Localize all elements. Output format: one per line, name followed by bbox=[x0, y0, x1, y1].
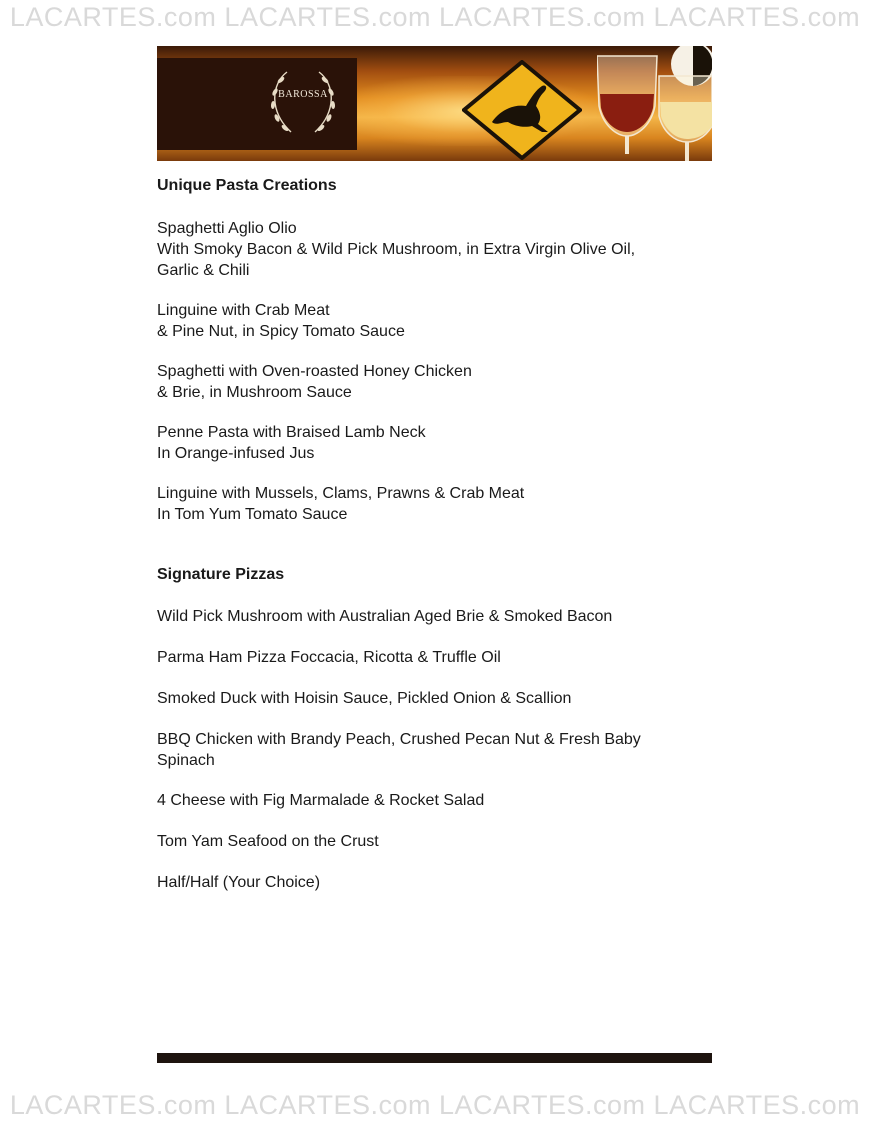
pizza-item bbox=[157, 606, 612, 627]
pizza-item-name-continued: Spinach bbox=[157, 752, 215, 769]
pizza-item bbox=[157, 790, 484, 811]
pizza-item-name: Wild Pick Mushroom with Australian Aged Brie & Smoked Bacon bbox=[157, 608, 613, 625]
pasta-item bbox=[157, 218, 635, 281]
pasta-item-name: Spaghetti with Oven-roasted Honey Chicken bbox=[157, 363, 472, 380]
pizza-item bbox=[157, 647, 501, 668]
pasta-item-name: Linguine with Crab Meat bbox=[157, 302, 330, 319]
pasta-item bbox=[157, 361, 472, 403]
kangaroo-road-sign-icon bbox=[462, 60, 582, 160]
pasta-item bbox=[157, 422, 426, 464]
laurel-wreath-icon bbox=[257, 60, 349, 142]
pasta-item-name: Spaghetti Aglio Olio bbox=[157, 220, 297, 237]
pasta-item-description: & Brie, in Mushroom Sauce bbox=[157, 384, 352, 401]
pizza-item bbox=[157, 688, 571, 709]
pasta-item bbox=[157, 483, 524, 525]
pasta-item-name: Linguine with Mussels, Clams, Prawns & Crab Meat bbox=[157, 485, 525, 502]
pizza-item bbox=[157, 831, 379, 852]
pizza-item bbox=[157, 729, 641, 771]
pizza-item-name: BBQ Chicken with Brandy Peach, Crushed Pecan Nut & Fresh Baby bbox=[157, 731, 641, 748]
footer-divider bbox=[157, 1053, 712, 1063]
watermark-top: LACARTES.com LACARTES.com LACARTES.com LACARTES.com bbox=[9, 2, 861, 32]
pasta-item-description: Garlic & Chili bbox=[157, 262, 250, 279]
pizza-section-heading: Signature Pizzas bbox=[157, 566, 285, 583]
pasta-item bbox=[157, 300, 405, 342]
pizza-item-name: 4 Cheese with Fig Marmalade & Rocket Salad bbox=[157, 792, 485, 809]
pizza-item-name: Smoked Duck with Hoisin Sauce, Pickled Onion & Scallion bbox=[157, 690, 572, 707]
pasta-item-description: With Smoky Bacon & Wild Pick Mushroom, in Extra Virgin Olive Oil, bbox=[157, 241, 636, 258]
pizza-item bbox=[157, 872, 320, 893]
wine-glasses-icon bbox=[597, 46, 712, 161]
pizza-item-name: Parma Ham Pizza Foccacia, Ricotta & Truffle Oil bbox=[157, 649, 501, 666]
pasta-item-description: In Tom Yum Tomato Sauce bbox=[157, 506, 348, 523]
pizza-item-name: Tom Yam Seafood on the Crust bbox=[157, 833, 379, 850]
logo-wordmark: BAROSSA bbox=[278, 89, 328, 100]
pasta-section-heading: Unique Pasta Creations bbox=[157, 177, 337, 194]
pasta-item-description: & Pine Nut, in Spicy Tomato Sauce bbox=[157, 323, 405, 340]
pizza-item-name: Half/Half (Your Choice) bbox=[157, 874, 321, 891]
pasta-item-description: In Orange-infused Jus bbox=[157, 445, 315, 462]
header-banner bbox=[157, 46, 712, 161]
watermark-bottom: LACARTES.com LACARTES.com LACARTES.com LACARTES.com bbox=[9, 1090, 861, 1120]
pasta-item-name: Penne Pasta with Braised Lamb Neck bbox=[157, 424, 426, 441]
